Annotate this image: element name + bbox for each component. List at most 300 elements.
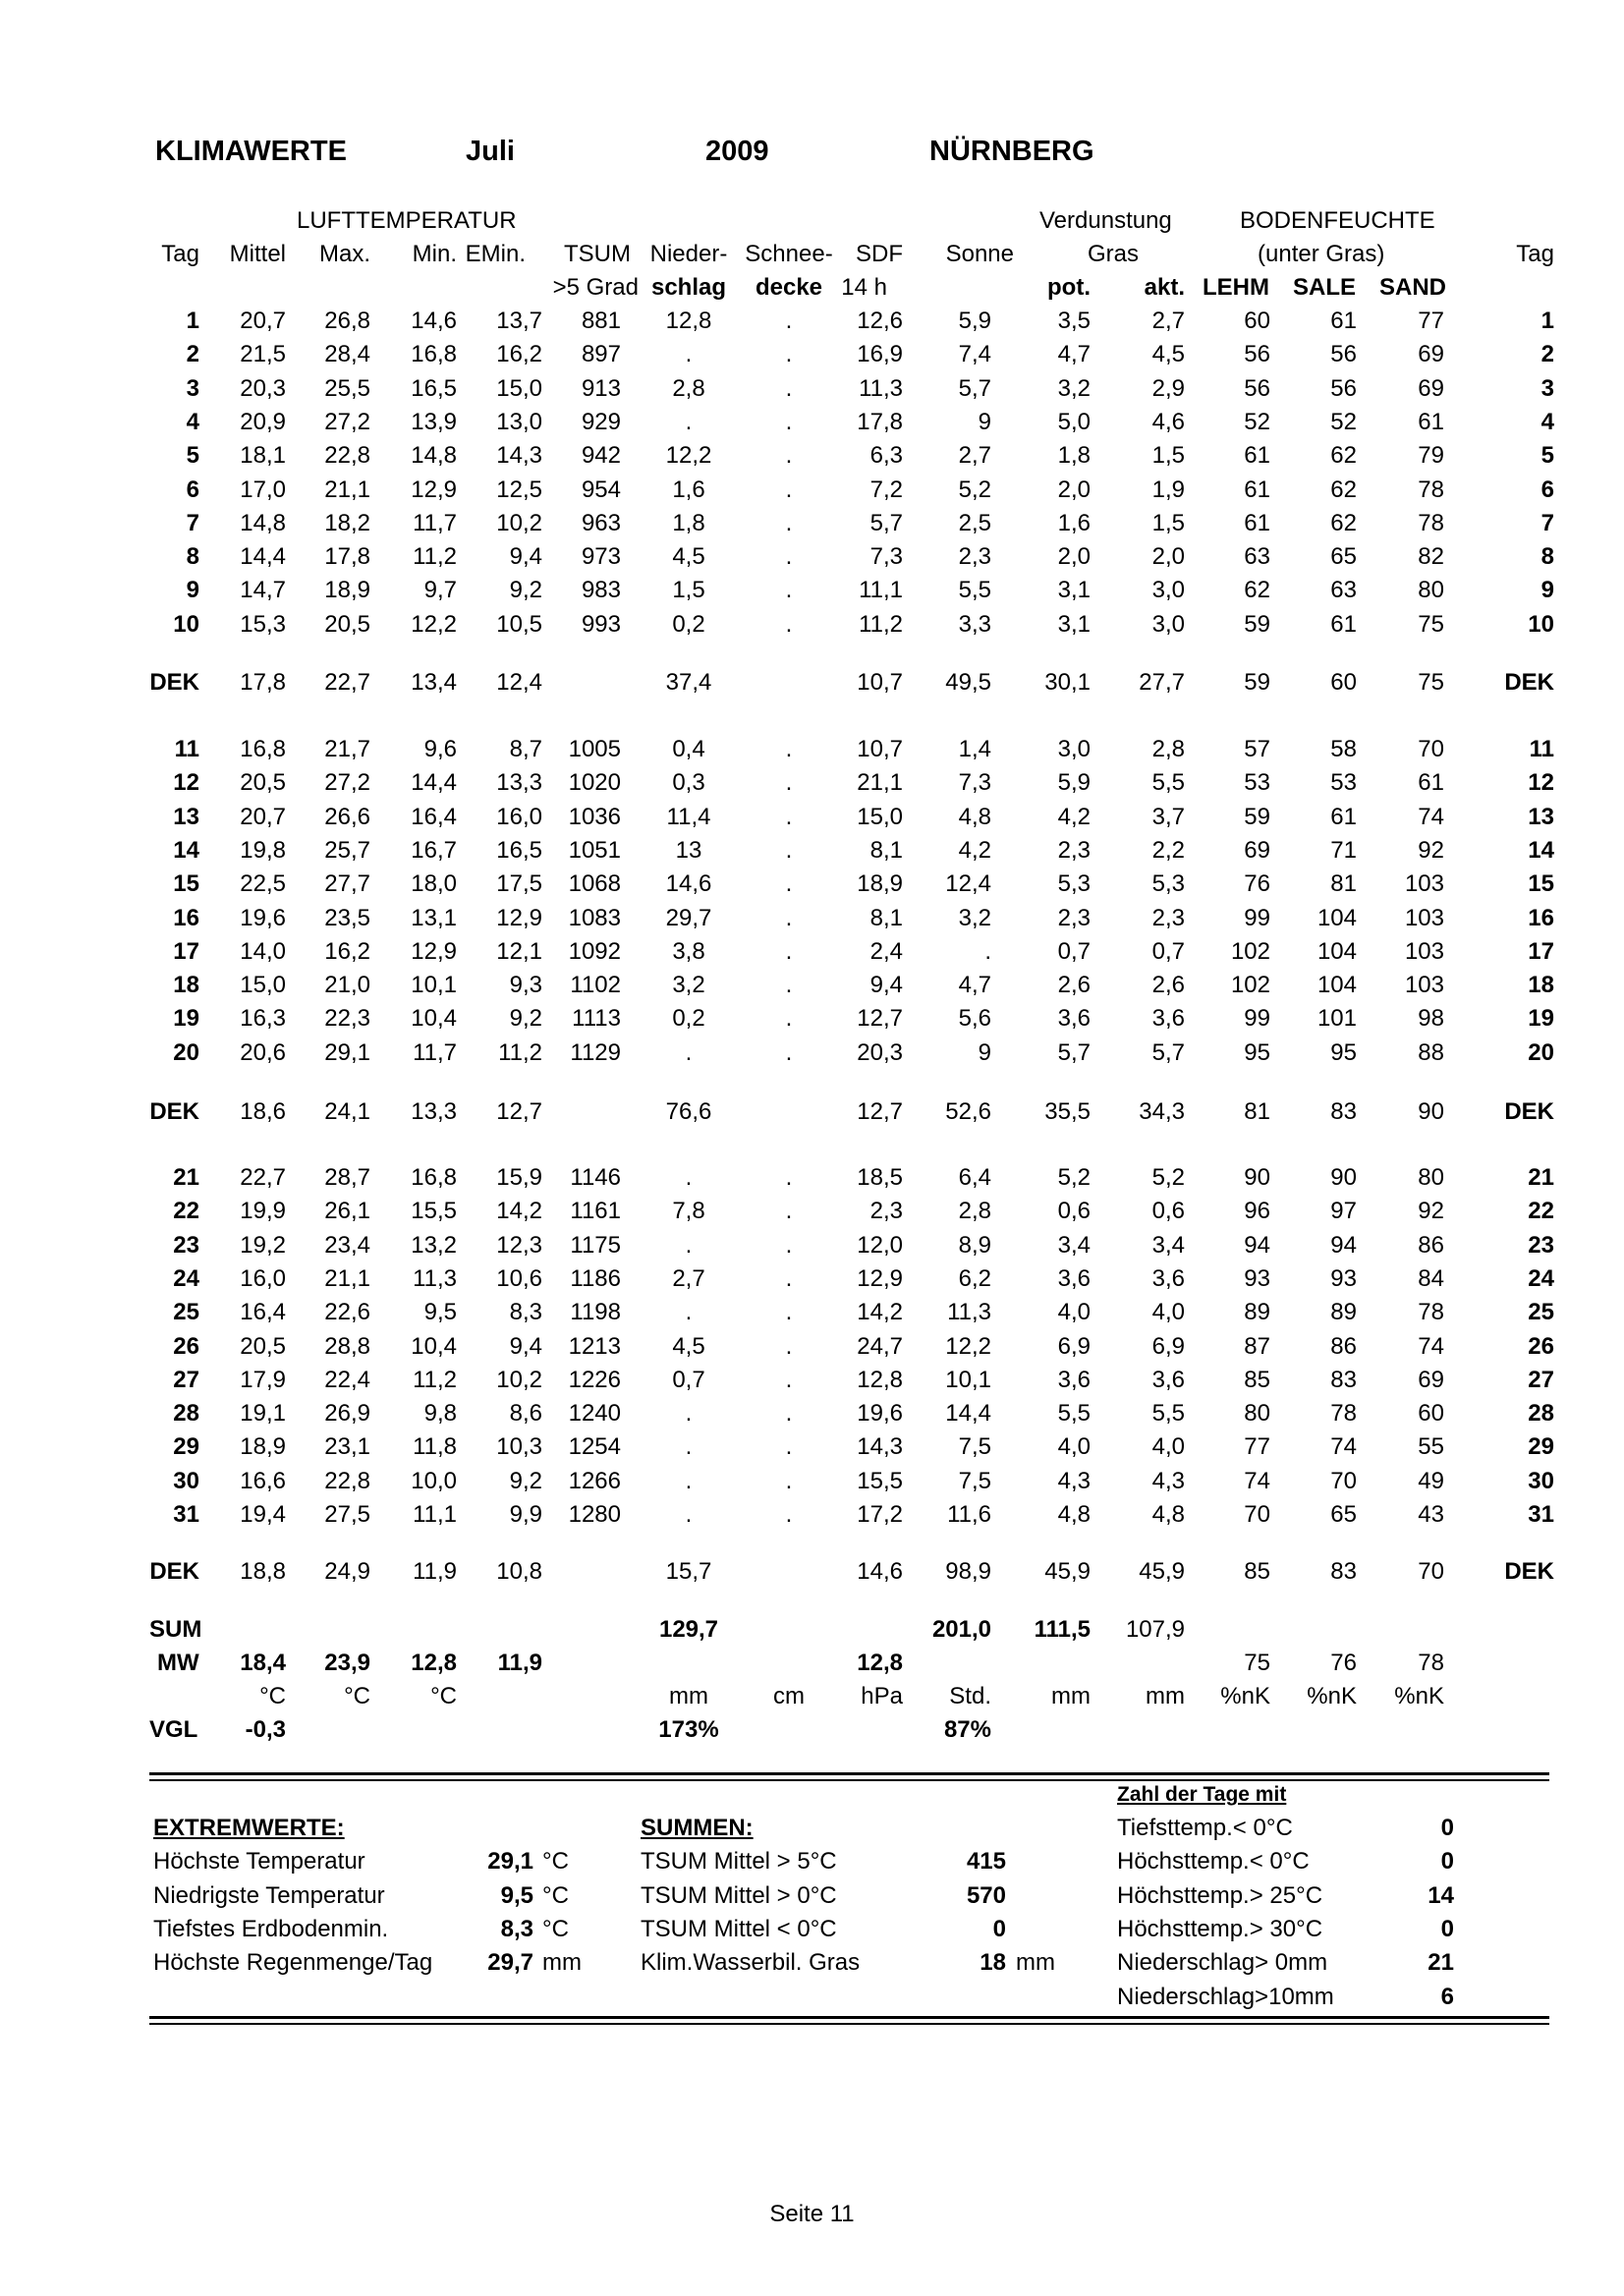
table-cell: 9,5 xyxy=(423,1299,457,1326)
table-cell: 98 xyxy=(1418,1005,1444,1033)
table-cell: 16,0 xyxy=(496,803,542,830)
table-cell: 3,2 xyxy=(958,904,991,931)
table-cell: 27,2 xyxy=(324,408,370,435)
table-cell: 1280 xyxy=(568,1501,621,1528)
table-cell: . xyxy=(785,509,793,536)
summary-cell: 18,4 xyxy=(240,1650,286,1676)
table-cell: 9 xyxy=(978,1038,991,1066)
days-label: Tiefsttemp.< 0°C xyxy=(1117,1815,1293,1841)
table-cell: 4,2 xyxy=(958,836,991,864)
table-cell: 9,4 xyxy=(509,543,542,571)
table-cell: 61 xyxy=(1244,476,1270,503)
table-cell: 7,5 xyxy=(958,1433,991,1461)
table-cell: 16,5 xyxy=(496,836,542,864)
table-cell: . xyxy=(785,1501,793,1528)
table-cell: 1,6 xyxy=(1057,509,1091,536)
summary-cell: Std. xyxy=(949,1683,991,1709)
dek-cell: 90 xyxy=(1418,1098,1444,1125)
table-cell: 28 xyxy=(173,1400,199,1428)
table-cell: 7,8 xyxy=(672,1198,705,1225)
table-cell: 65 xyxy=(1330,543,1357,571)
table-cell: 14,3 xyxy=(496,442,542,470)
table-cell: 29 xyxy=(1528,1433,1554,1461)
table-cell: 28,7 xyxy=(324,1164,370,1191)
table-cell: 16,4 xyxy=(240,1299,286,1326)
table-cell: 62 xyxy=(1330,442,1357,470)
table-cell: 28,8 xyxy=(324,1332,370,1360)
table-cell: 17,8 xyxy=(324,543,370,571)
table-cell: 71 xyxy=(1330,836,1357,864)
table-cell: 69 xyxy=(1418,374,1444,402)
dek-cell: 83 xyxy=(1330,1558,1357,1585)
table-cell: 11,2 xyxy=(498,1038,542,1066)
table-cell: 31 xyxy=(173,1501,199,1528)
table-cell: 15,9 xyxy=(496,1164,542,1191)
table-cell: 0,3 xyxy=(672,769,705,797)
table-cell: 3,6 xyxy=(1151,1366,1185,1393)
table-cell: 2,3 xyxy=(1151,904,1185,931)
table-cell: 12,7 xyxy=(857,1005,903,1033)
table-cell: 22 xyxy=(1528,1198,1554,1225)
dek-cell: 83 xyxy=(1330,1098,1357,1125)
table-cell: 21,5 xyxy=(240,341,286,368)
table-cell: . xyxy=(785,1467,793,1494)
table-cell: 9,4 xyxy=(509,1332,542,1360)
table-cell: 13,2 xyxy=(411,1231,457,1259)
dek-cell: 10,8 xyxy=(496,1558,542,1585)
table-cell: 3,8 xyxy=(672,937,705,965)
table-cell: 7,3 xyxy=(958,769,991,797)
table-cell: 5,5 xyxy=(958,577,991,604)
dek-cell: 60 xyxy=(1330,669,1357,696)
table-cell: 92 xyxy=(1418,836,1444,864)
table-cell: 0,6 xyxy=(1057,1198,1091,1225)
column-subheader: SAND xyxy=(1378,274,1446,301)
table-cell: 102 xyxy=(1230,972,1270,999)
table-cell: 4,2 xyxy=(1057,803,1091,830)
table-cell: . xyxy=(685,1164,693,1191)
sum-value: 18 xyxy=(980,1949,1006,1977)
table-cell: 93 xyxy=(1330,1264,1357,1292)
table-cell: 12,9 xyxy=(496,904,542,931)
column-header: Tag xyxy=(161,241,199,267)
table-cell: 56 xyxy=(1330,374,1357,402)
table-cell: 10,2 xyxy=(496,509,542,536)
table-cell: . xyxy=(785,1231,793,1259)
table-cell: 13,0 xyxy=(496,408,542,435)
table-cell: 8,3 xyxy=(509,1299,542,1326)
table-cell: 1,5 xyxy=(672,577,705,604)
table-cell: 86 xyxy=(1418,1231,1444,1259)
table-cell: 14 xyxy=(173,836,199,864)
table-cell: 56 xyxy=(1244,341,1270,368)
table-cell: 2,7 xyxy=(1151,308,1185,334)
table-cell: . xyxy=(785,1164,793,1191)
column-header: Max. xyxy=(318,241,370,267)
table-cell: 1102 xyxy=(570,972,621,999)
title-year: 2009 xyxy=(705,136,769,167)
summary-cell: %nK xyxy=(1307,1683,1357,1709)
table-cell: 6 xyxy=(1540,476,1554,503)
table-cell: 8,1 xyxy=(869,836,903,864)
table-cell: 16,8 xyxy=(411,341,457,368)
table-cell: 897 xyxy=(581,341,621,368)
table-cell: 8,6 xyxy=(509,1400,542,1428)
table-cell: 90 xyxy=(1330,1164,1357,1191)
table-cell: 81 xyxy=(1330,870,1357,898)
table-cell: 53 xyxy=(1244,769,1270,797)
table-cell: 8 xyxy=(186,543,199,571)
table-cell: 3,0 xyxy=(1057,736,1091,762)
table-cell: 78 xyxy=(1330,1400,1357,1428)
table-cell: 16,5 xyxy=(411,374,457,402)
table-cell: 61 xyxy=(1244,442,1270,470)
column-subheader: 14 h xyxy=(841,274,887,301)
table-cell: 22,5 xyxy=(240,870,286,898)
dek-cell: 18,8 xyxy=(240,1558,286,1585)
table-cell: 0,4 xyxy=(672,736,705,762)
table-cell: 20,5 xyxy=(240,769,286,797)
table-cell: 19,8 xyxy=(240,836,286,864)
days-heading: Zahl der Tage mit xyxy=(1117,1783,1287,1806)
table-cell: 21,1 xyxy=(857,769,903,797)
table-cell: 10,1 xyxy=(945,1366,991,1393)
table-cell: 26,9 xyxy=(324,1400,370,1428)
table-cell: 5,9 xyxy=(958,308,991,334)
table-cell: 2,4 xyxy=(869,937,903,965)
table-cell: 102 xyxy=(1230,937,1270,965)
summary-cell: 12,8 xyxy=(411,1650,457,1676)
table-cell: 5,3 xyxy=(1151,870,1185,898)
table-cell: 61 xyxy=(1330,308,1357,334)
table-cell: 1254 xyxy=(568,1433,621,1461)
table-cell: 69 xyxy=(1418,341,1444,368)
table-cell: 12,9 xyxy=(411,476,457,503)
table-cell: 5,6 xyxy=(958,1005,991,1033)
table-cell: 12,5 xyxy=(496,476,542,503)
table-cell: 103 xyxy=(1404,972,1444,999)
table-cell: 61 xyxy=(1330,610,1357,638)
table-cell: 93 xyxy=(1244,1264,1270,1292)
table-cell: 24 xyxy=(1528,1264,1554,1292)
table-cell: 20,3 xyxy=(857,1038,903,1066)
table-cell: 16 xyxy=(173,904,199,931)
table-cell: 62 xyxy=(1244,577,1270,604)
summary-cell: SUM xyxy=(149,1616,202,1643)
table-cell: 17,5 xyxy=(496,870,542,898)
table-cell: 13,1 xyxy=(411,904,457,931)
table-cell: 1146 xyxy=(570,1164,621,1191)
table-cell: 78 xyxy=(1418,509,1444,536)
table-cell: 2,9 xyxy=(1151,374,1185,402)
dek-cell: 75 xyxy=(1418,669,1444,696)
table-cell: 1198 xyxy=(570,1299,621,1326)
table-cell: 63 xyxy=(1244,543,1270,571)
table-cell: 14,4 xyxy=(945,1400,991,1428)
days-value: 14 xyxy=(1428,1881,1454,1909)
table-cell: 53 xyxy=(1330,769,1357,797)
table-cell: . xyxy=(685,1467,693,1494)
table-cell: 7,5 xyxy=(958,1467,991,1494)
table-cell: 95 xyxy=(1330,1038,1357,1066)
table-cell: 61 xyxy=(1330,803,1357,830)
table-cell: 4,8 xyxy=(958,803,991,830)
summary-cell: 75 xyxy=(1244,1650,1270,1676)
table-cell: 16,4 xyxy=(411,803,457,830)
table-cell: 22 xyxy=(173,1198,199,1225)
summary-cell: 87% xyxy=(943,1716,991,1743)
table-cell: 22,8 xyxy=(324,1467,370,1494)
table-cell: 2,3 xyxy=(1057,904,1091,931)
table-cell: 983 xyxy=(581,577,621,604)
table-cell: 16,7 xyxy=(411,836,457,864)
table-cell: 12,2 xyxy=(945,1332,991,1360)
table-cell: 15,0 xyxy=(857,803,903,830)
column-header: Min. xyxy=(412,241,457,267)
table-cell: 9,2 xyxy=(509,1467,542,1494)
table-cell: 1068 xyxy=(568,870,621,898)
table-cell: 49 xyxy=(1418,1467,1444,1494)
column-subheader: LEHM xyxy=(1203,274,1269,301)
days-value: 0 xyxy=(1440,1848,1454,1876)
table-cell: 20,9 xyxy=(240,408,286,435)
table-cell: 19,6 xyxy=(240,904,286,931)
table-cell: . xyxy=(785,408,793,435)
sum-label: TSUM Mittel < 0°C xyxy=(641,1915,837,1942)
table-cell: 55 xyxy=(1418,1433,1444,1461)
table-cell: 12 xyxy=(1528,769,1554,797)
table-cell: 16,2 xyxy=(324,937,370,965)
table-cell: . xyxy=(785,341,793,368)
table-cell: 6 xyxy=(186,476,199,503)
extreme-value: 29,7 xyxy=(487,1949,533,1977)
table-cell: 5,5 xyxy=(1151,1400,1185,1428)
table-cell: 15 xyxy=(173,870,199,898)
summary-cell: 201,0 xyxy=(931,1616,991,1643)
table-cell: 28,4 xyxy=(324,341,370,368)
table-cell: 27,7 xyxy=(324,870,370,898)
table-cell: 16 xyxy=(1528,904,1554,931)
dek-cell: 81 xyxy=(1244,1098,1270,1125)
table-cell: 12,9 xyxy=(411,937,457,965)
table-cell: 21,1 xyxy=(324,1264,370,1292)
table-cell: 9,3 xyxy=(509,972,542,999)
table-cell: 2,6 xyxy=(1151,972,1185,999)
table-cell: 1266 xyxy=(568,1467,621,1494)
table-cell: 10,4 xyxy=(411,1332,457,1360)
table-cell: 27 xyxy=(1528,1366,1554,1393)
table-cell: 5,0 xyxy=(1057,408,1091,435)
dek-cell: 17,8 xyxy=(240,669,286,696)
table-cell: 3,6 xyxy=(1057,1005,1091,1033)
table-cell: 22,4 xyxy=(324,1366,370,1393)
table-cell: 4,0 xyxy=(1151,1433,1185,1461)
table-cell: 43 xyxy=(1418,1501,1444,1528)
table-cell: 20,7 xyxy=(240,308,286,334)
table-cell: 74 xyxy=(1330,1433,1357,1461)
dek-cell: 12,4 xyxy=(496,669,542,696)
table-cell: 7 xyxy=(1540,509,1554,536)
table-cell: 12,4 xyxy=(945,870,991,898)
summary-cell: VGL xyxy=(149,1716,198,1743)
table-cell: 963 xyxy=(581,509,621,536)
table-cell: . xyxy=(685,408,693,435)
dek-cell: 34,3 xyxy=(1139,1098,1185,1125)
table-cell: 881 xyxy=(581,308,621,334)
table-cell: 11,4 xyxy=(666,803,711,830)
sum-label: Klim.Wasserbil. Gras xyxy=(641,1949,861,1977)
table-cell: 1161 xyxy=(570,1198,621,1225)
table-cell: 21 xyxy=(173,1164,199,1191)
extreme-unit: mm xyxy=(542,1949,582,1977)
table-cell: 8,7 xyxy=(509,736,542,762)
table-cell: 9,8 xyxy=(423,1400,457,1428)
title-label: KLIMAWERTE xyxy=(155,136,347,167)
table-cell: 65 xyxy=(1330,1501,1357,1528)
table-cell: 88 xyxy=(1418,1038,1444,1066)
table-cell: 78 xyxy=(1418,476,1444,503)
table-cell: 3,7 xyxy=(1151,803,1185,830)
table-cell: 973 xyxy=(581,543,621,571)
table-cell: 11,1 xyxy=(413,1501,457,1528)
dek-cell: 10,7 xyxy=(857,669,903,696)
table-cell: . xyxy=(785,374,793,402)
dek-cell: DEK xyxy=(149,1558,199,1585)
table-cell: 18,5 xyxy=(857,1164,903,1191)
table-cell: . xyxy=(685,1038,693,1066)
dek-cell: 11,9 xyxy=(413,1558,457,1585)
table-cell: 4 xyxy=(186,408,199,435)
table-cell: 95 xyxy=(1244,1038,1270,1066)
table-cell: 16,8 xyxy=(411,1164,457,1191)
table-cell: 12,1 xyxy=(496,937,542,965)
days-value: 21 xyxy=(1428,1949,1454,1977)
table-cell: 22,3 xyxy=(324,1005,370,1033)
table-cell: 22,6 xyxy=(324,1299,370,1326)
table-cell: . xyxy=(785,904,793,931)
column-subheader: decke xyxy=(755,274,823,301)
header-lufttemperatur: LUFTTEMPERATUR xyxy=(297,207,517,234)
divider-bottom-1 xyxy=(149,2016,1549,2019)
table-cell: 1,4 xyxy=(958,736,991,762)
table-cell: 8 xyxy=(1540,543,1554,571)
table-cell: 3,1 xyxy=(1057,610,1091,638)
table-cell: 4,6 xyxy=(1151,408,1185,435)
table-cell: 83 xyxy=(1330,1366,1357,1393)
table-cell: 17 xyxy=(1528,937,1554,965)
table-cell: 8,1 xyxy=(869,904,903,931)
table-cell: . xyxy=(785,442,793,470)
column-subheader: pot. xyxy=(1047,274,1091,301)
table-cell: 9 xyxy=(1540,577,1554,604)
table-cell: . xyxy=(785,1332,793,1360)
table-cell: 61 xyxy=(1418,769,1444,797)
table-cell: 2,0 xyxy=(1057,543,1091,571)
table-cell: 3,6 xyxy=(1057,1366,1091,1393)
table-cell: 94 xyxy=(1330,1231,1357,1259)
table-cell: 15 xyxy=(1528,870,1554,898)
table-cell: . xyxy=(785,543,793,571)
table-cell: 18,2 xyxy=(324,509,370,536)
table-cell: 57 xyxy=(1244,736,1270,762)
table-cell: 14,8 xyxy=(240,509,286,536)
table-cell: 942 xyxy=(581,442,621,470)
table-cell: 22,8 xyxy=(324,442,370,470)
table-cell: 3,3 xyxy=(958,610,991,638)
column-header: TSUM xyxy=(564,241,631,267)
dek-cell: 14,6 xyxy=(857,1558,903,1585)
table-cell: 11,3 xyxy=(413,1264,457,1292)
table-cell: 103 xyxy=(1404,870,1444,898)
table-cell: . xyxy=(685,1400,693,1428)
table-cell: . xyxy=(785,1366,793,1393)
table-cell: 6,9 xyxy=(1151,1332,1185,1360)
table-cell: 2,5 xyxy=(958,509,991,536)
dek-cell: 76,6 xyxy=(665,1098,712,1125)
table-cell: 3 xyxy=(186,374,199,402)
table-cell: 14,7 xyxy=(240,577,286,604)
table-cell: 3,1 xyxy=(1057,577,1091,604)
table-cell: 19,9 xyxy=(240,1198,286,1225)
table-cell: 26,1 xyxy=(324,1198,370,1225)
table-cell: . xyxy=(785,610,793,638)
table-cell: 4,8 xyxy=(1151,1501,1185,1528)
table-cell: 6,4 xyxy=(958,1164,991,1191)
table-cell: 1083 xyxy=(568,904,621,931)
table-cell: . xyxy=(685,1433,693,1461)
table-cell: 5,2 xyxy=(1151,1164,1185,1191)
summary-cell: 173% xyxy=(658,1716,719,1743)
sum-label: TSUM Mittel > 0°C xyxy=(641,1881,837,1909)
table-cell: 18 xyxy=(1528,972,1554,999)
table-cell: 9,2 xyxy=(509,1005,542,1033)
table-cell: 24 xyxy=(173,1264,199,1292)
table-cell: 0,6 xyxy=(1151,1198,1185,1225)
dek-cell: 35,5 xyxy=(1044,1098,1091,1125)
table-cell: 60 xyxy=(1244,308,1270,334)
table-cell: 0,7 xyxy=(1057,937,1091,965)
column-header: (unter Gras) xyxy=(1258,241,1385,267)
table-cell: 14,8 xyxy=(411,442,457,470)
table-cell: 14,6 xyxy=(411,308,457,334)
table-cell: 27,5 xyxy=(324,1501,370,1528)
table-cell: 27 xyxy=(173,1366,199,1393)
table-cell: 11,3 xyxy=(859,374,903,402)
summary-cell: cm xyxy=(773,1683,805,1709)
extreme-unit: °C xyxy=(542,1915,569,1942)
table-cell: 70 xyxy=(1418,736,1444,762)
table-cell: 1,9 xyxy=(1151,476,1185,503)
dek-cell: 45,9 xyxy=(1139,1558,1185,1585)
table-cell: 3,4 xyxy=(1057,1231,1091,1259)
table-cell: 78 xyxy=(1418,1299,1444,1326)
table-cell: 23 xyxy=(173,1231,199,1259)
table-cell: . xyxy=(785,836,793,864)
table-cell: 3,0 xyxy=(1151,577,1185,604)
dek-cell: 85 xyxy=(1244,1558,1270,1585)
table-cell: 14,4 xyxy=(240,543,286,571)
sum-unit: mm xyxy=(1016,1949,1055,1977)
table-cell: 80 xyxy=(1244,1400,1270,1428)
table-cell: 1 xyxy=(186,308,199,334)
dek-cell: 59 xyxy=(1244,669,1270,696)
table-cell: 29,1 xyxy=(324,1038,370,1066)
table-cell: 14 xyxy=(1528,836,1554,864)
summary-cell: 78 xyxy=(1418,1650,1444,1676)
table-cell: 929 xyxy=(581,408,621,435)
table-cell: 59 xyxy=(1244,610,1270,638)
table-cell: . xyxy=(785,476,793,503)
